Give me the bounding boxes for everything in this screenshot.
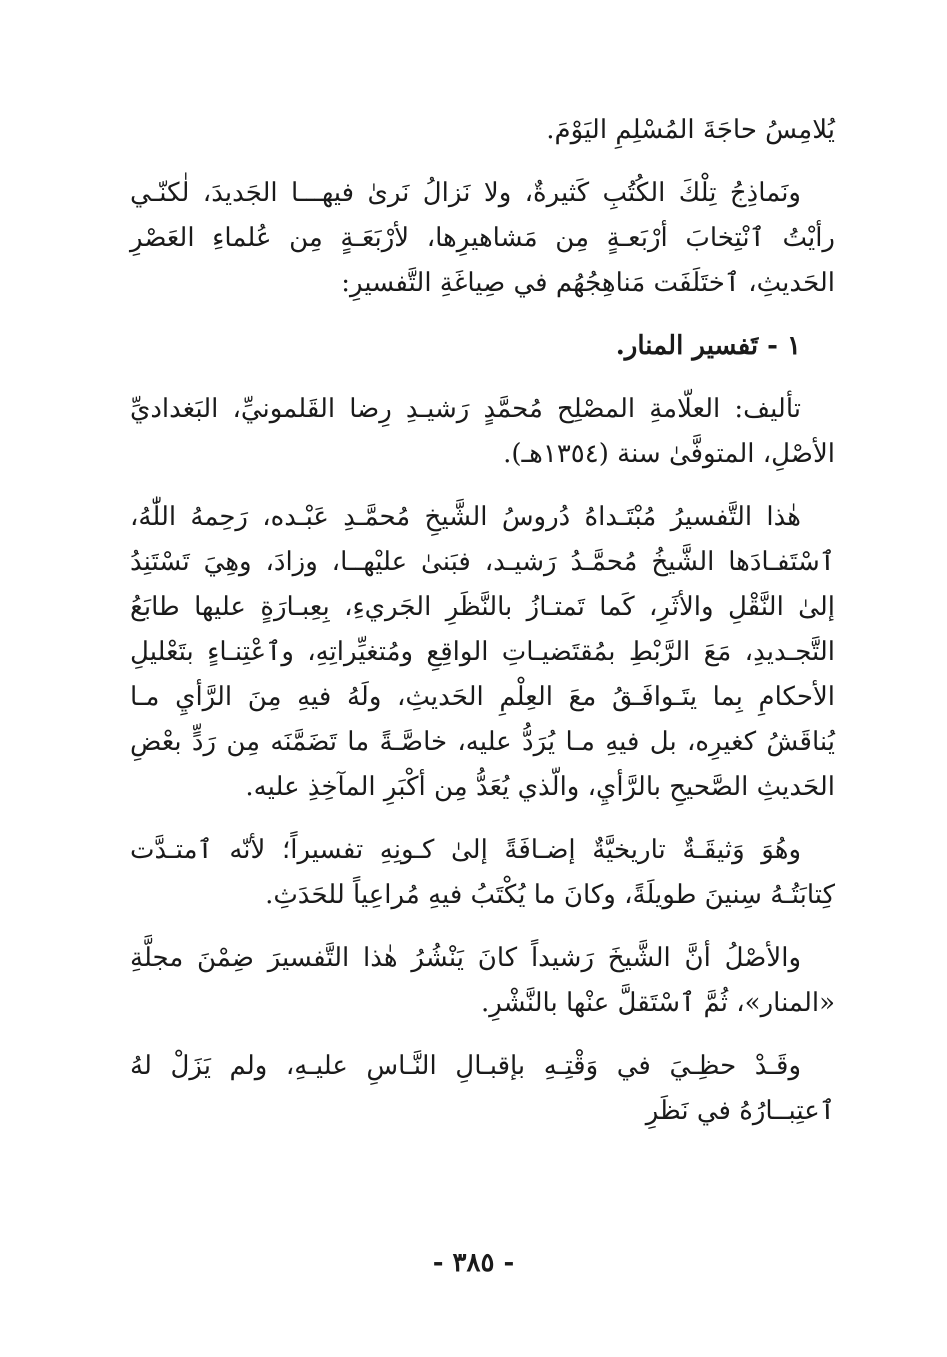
body-text [130,108,835,1152]
paragraph-historical: وهُوَ وَثيقَـةٌ تاريخيَّةٌ إضـافَةً إلىٰ كـونِهِ تفسيراً؛ لأنّه ٱمتـدَّت كِتابَتُـهُ سِنينَ طويلَةً، وكانَ ما يُكْتَبُ فيهِ مُراعِياً للحَدَثِ. [130,835,835,910]
paragraph-reception: وقَـدْ حظِـيَ في وَقْتِـهِ بإقبـالِ النَّـاسِ عليـهِ، ولم يَزَلْ لهُ ٱعتِبــارُهُ في نَظَرِ [130,1051,835,1126]
paragraph-author: تأليف: العلّامةِ المصْلِح مُحمَّدٍ رَشيـدِ رِضا القَلمونيِّ، البَغداديِّ الأصْلِ، المتوفَّىٰ سنة (١٣٥٤هـ). [130,394,835,469]
paragraph-continuation: يُلامِسُ حاجَةَ المُسْلِمِ اليَوْمَ. [546,115,835,145]
page-number: - ٣٨٥ - [432,1248,515,1278]
section-heading: ١ - تَفسير المنار. [615,331,801,361]
paragraph-publication: والأصْلُ أنَّ الشَّيخَ رَشيداً كانَ يَنْشُرُ هٰذا التَّفسيرَ ضِمْنَ مجلَّةِ «المنار»، ثُمَّ ٱسْتَقلَّ عنْها بالنَّشْرِ. [130,943,835,1018]
paragraph-description: هٰذا التَّفسيرُ مُبْتَـداهُ دُروسُ الشَّيخِ مُحمَّـدِ عَبْـده، رَحِمهُ اللّٰهُ، ٱسْتَفـادَها الشَّيخُ مُحمَّـدُ رَشيـد، فبَنىٰ عليْهــا، وزادَ، وهِيَ تَسْتَنِدُ إلىٰ النَّقْلِ والأثَرِ، كَما تَمتـازُ بالنَّظَرِ الجَريءِ، بِعِبـارَةٍ عليها طابَعُ التَّجـديدِ، مَعَ الرَّبْطِ بمُقتَضيـاتِ الواقِعِ ومُتغيِّراتِهِ، وٱعْتِنـاءٍ بتَعْليلِ الأحكامِ بِما يتَـوافَـقُ معَ العِلْمِ الحَديثِ، ولَهُ فيهِ مِنَ الرَّأيِ مـا يُناقَشُ كغيرِه، بل فيهِ مـا يُرَدُّ عليه، خاصَّـةً ما تَضَمَّنَه مِن رَدٍّ بعْضِ الحَديثِ الصَّحيحِ بالرَّأيِ، والّذي يُعَدُّ مِن أكْبَرِ المآخِذِ عليه. [130,502,835,802]
paragraph-intro: ونَماذِجُ تِلْكَ الكُتُبِ كَثيرةٌ، ولا نَزالُ نَرىٰ فيهـــا الجَديدَ، لٰكنّـي رأيْتُ ٱنْتِخابَ أرْبَعـةٍ مِن مَشاهيرِها، لأرْبَعَـةٍ مِن عُلماءِ العَصْرِ الحَديثِ، ٱختَلَفَت مَناهِجُهُم في صِياغَةِ التَّفسيرِ: [130,178,835,298]
